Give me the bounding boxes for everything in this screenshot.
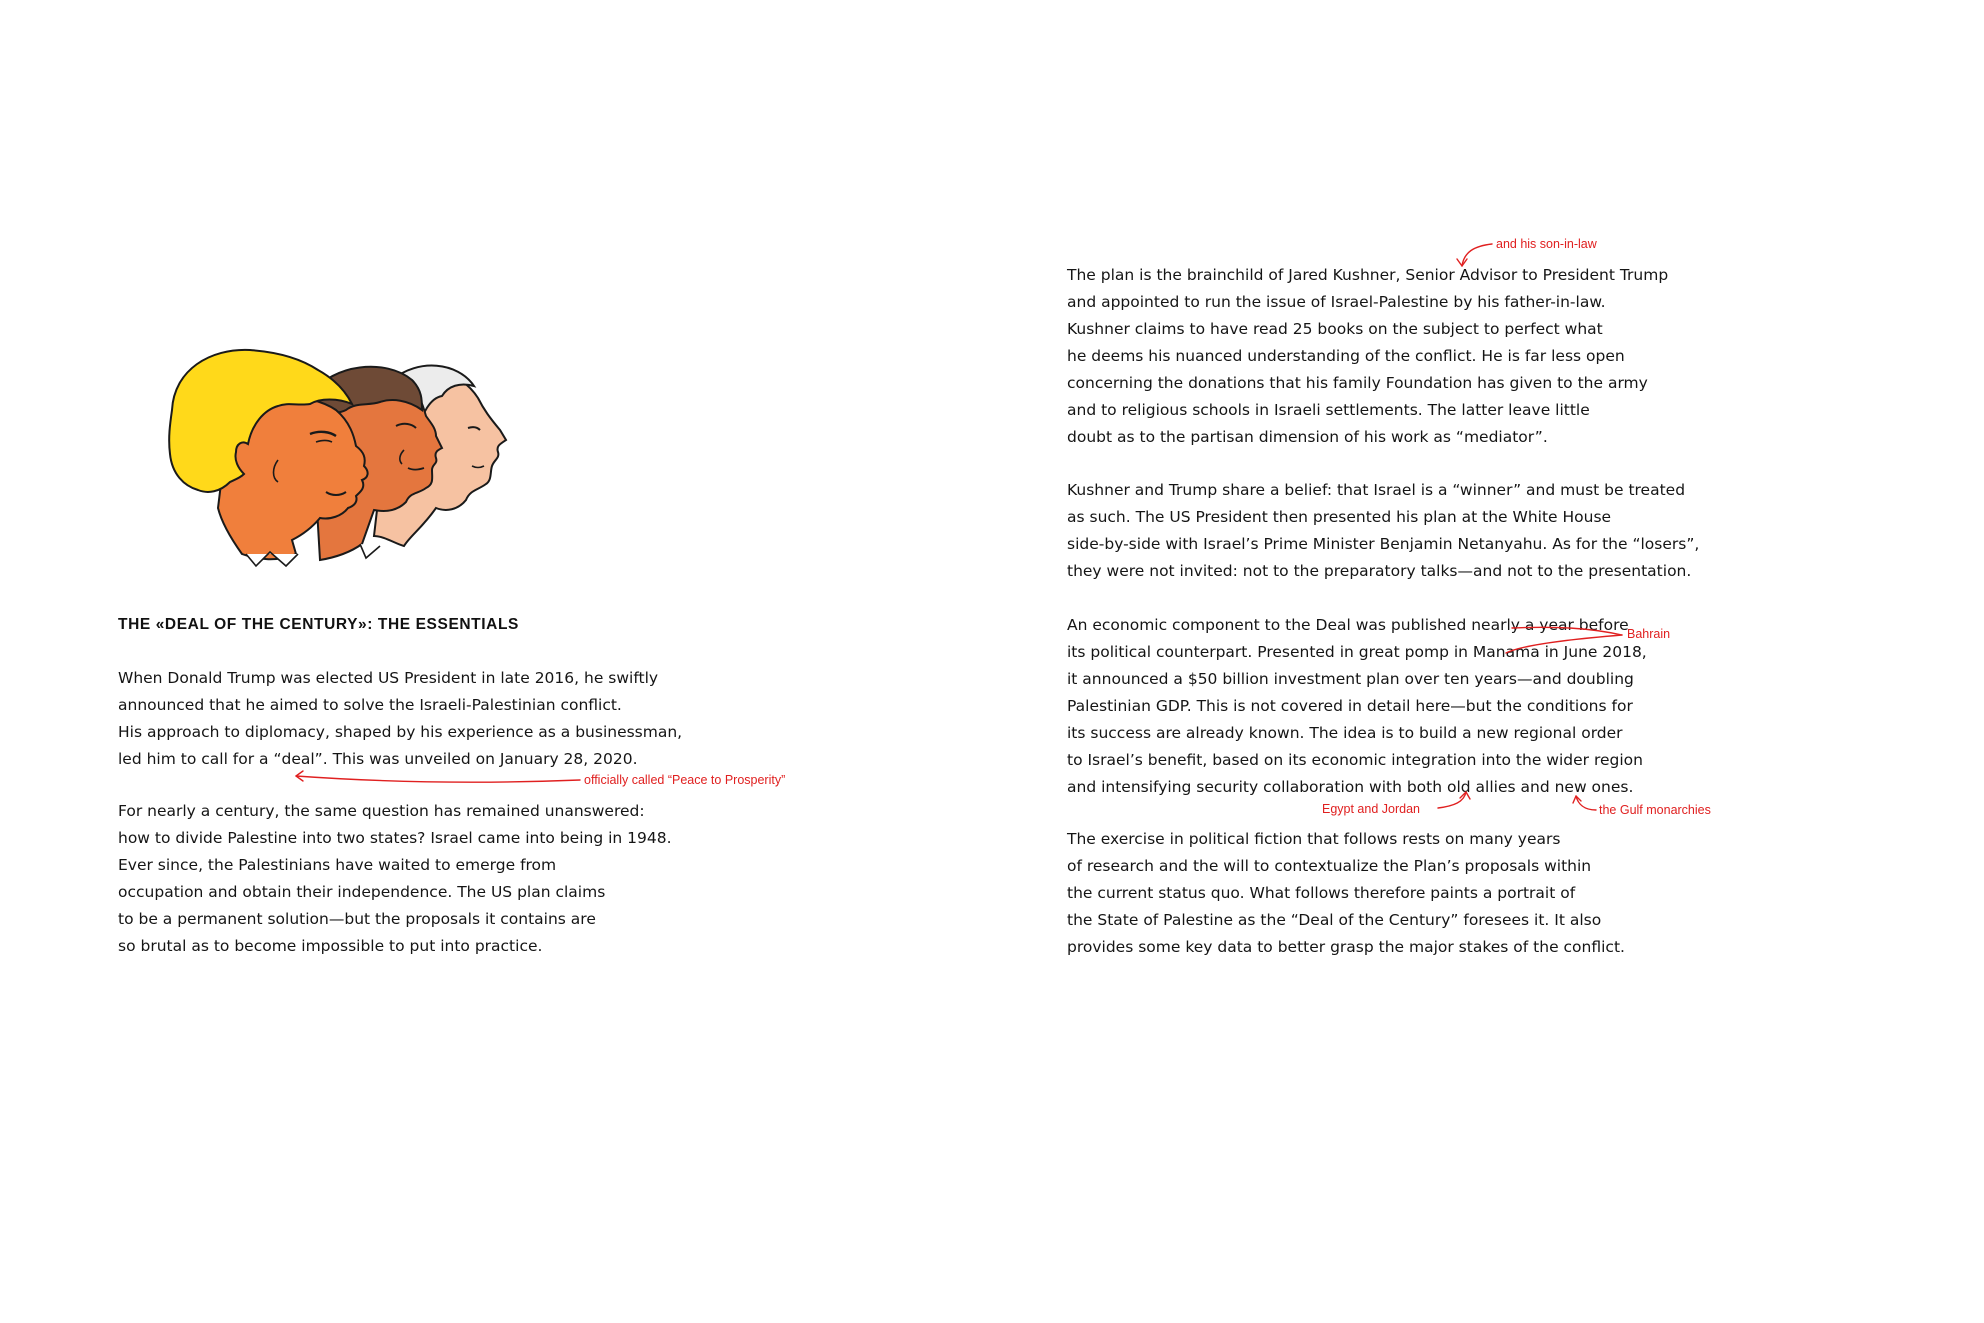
text-line: announced that he aimed to solve the Israeli-Palestinian conflict.	[118, 696, 622, 714]
text-line: doubt as to the partisan dimension of his work as “mediator”.	[1067, 428, 1548, 446]
annotation-gulf-monarchies: the Gulf monarchies	[1599, 803, 1711, 817]
text-line: to be a permanent solution—but the proposals it contains are	[118, 910, 596, 928]
text-line: he deems his nuanced understanding of the conflict. He is far less open	[1067, 347, 1625, 365]
text-line: occupation and obtain their independence. The US plan claims	[118, 883, 606, 901]
text-line: led him to call for a “deal”. This was unveiled on January 28, 2020.	[118, 750, 638, 768]
text-line: Ever since, the Palestinians have waited to emerge from	[118, 856, 557, 874]
text-line: the current status quo. What follows therefore paints a portrait of	[1067, 884, 1576, 902]
section-heading: THE «DEAL OF THE CENTURY»: THE ESSENTIALS	[118, 616, 519, 633]
text-line: it announced a $50 billion investment plan over ten years—and doubling	[1067, 670, 1634, 688]
text-line: The exercise in political fiction that follows rests on many years	[1067, 830, 1561, 848]
text-line: An economic component to the Deal was published nearly a year before	[1067, 616, 1629, 634]
text-line: its political counterpart. Presented in great pomp in Manama in June 2018,	[1067, 643, 1647, 661]
three-profiles-illustration	[160, 340, 530, 570]
text-line: When Donald Trump was elected US President in late 2016, he swiftly	[118, 669, 659, 687]
annotation-son-in-law: and his son-in-law	[1496, 237, 1597, 251]
text-line: side-by-side with Israel’s Prime Minister Benjamin Netanyahu. As for the “losers”,	[1067, 535, 1700, 553]
text-line: how to divide Palestine into two states? Israel came into being in 1948.	[118, 829, 672, 847]
economic-paragraph	[1067, 612, 1647, 801]
kushner-paragraph	[1067, 262, 1668, 451]
text-line: His approach to diplomacy, shaped by his experience as a businessman,	[118, 723, 683, 741]
text-line: Kushner claims to have read 25 books on the subject to perfect what	[1067, 320, 1603, 338]
text-line: of research and the will to contextualize the Plan’s proposals within	[1067, 857, 1592, 875]
text-line: they were not invited: not to the preparatory talks—and not to the presentation.	[1067, 562, 1692, 580]
history-paragraph	[118, 798, 672, 960]
text-line: provides some key data to better grasp the major stakes of the conflict.	[1067, 938, 1625, 956]
text-line: Kushner and Trump share a belief: that Israel is a “winner” and must be treated	[1067, 481, 1686, 499]
text-line: the State of Palestine as the “Deal of the Century” foresees it. It also	[1067, 911, 1602, 929]
text-line: its success are already known. The idea is to build a new regional order	[1067, 724, 1623, 742]
winner-paragraph	[1067, 477, 1699, 585]
text-line: and to religious schools in Israeli settlements. The latter leave little	[1067, 401, 1590, 419]
annotation-egypt-and-jordan: Egypt and Jordan	[1322, 802, 1420, 816]
annotation-bahrain: Bahrain	[1627, 627, 1671, 641]
text-line: The plan is the brainchild of Jared Kushner, Senior Advisor to President Trump	[1067, 266, 1669, 284]
fiction-paragraph	[1067, 826, 1625, 961]
intro-paragraph	[118, 665, 682, 773]
text-line: and intensifying security collaboration with both old allies and new ones.	[1067, 778, 1634, 796]
text-line: Palestinian GDP. This is not covered in detail here—but the conditions for	[1067, 697, 1633, 715]
text-line: as such. The US President then presented his plan at the White House	[1067, 508, 1612, 526]
text-line: and appointed to run the issue of Israel-Palestine by his father-in-law.	[1067, 293, 1606, 311]
text-line: concerning the donations that his family Foundation has given to the army	[1067, 374, 1648, 392]
text-line: to Israel’s benefit, based on its economic integration into the wider region	[1067, 751, 1643, 769]
text-line: so brutal as to become impossible to put into practice.	[118, 937, 543, 955]
text-line: For nearly a century, the same question has remained unanswered:	[118, 802, 645, 820]
annotation-peace-to-prosperity: officially called “Peace to Prosperity”	[584, 773, 786, 787]
